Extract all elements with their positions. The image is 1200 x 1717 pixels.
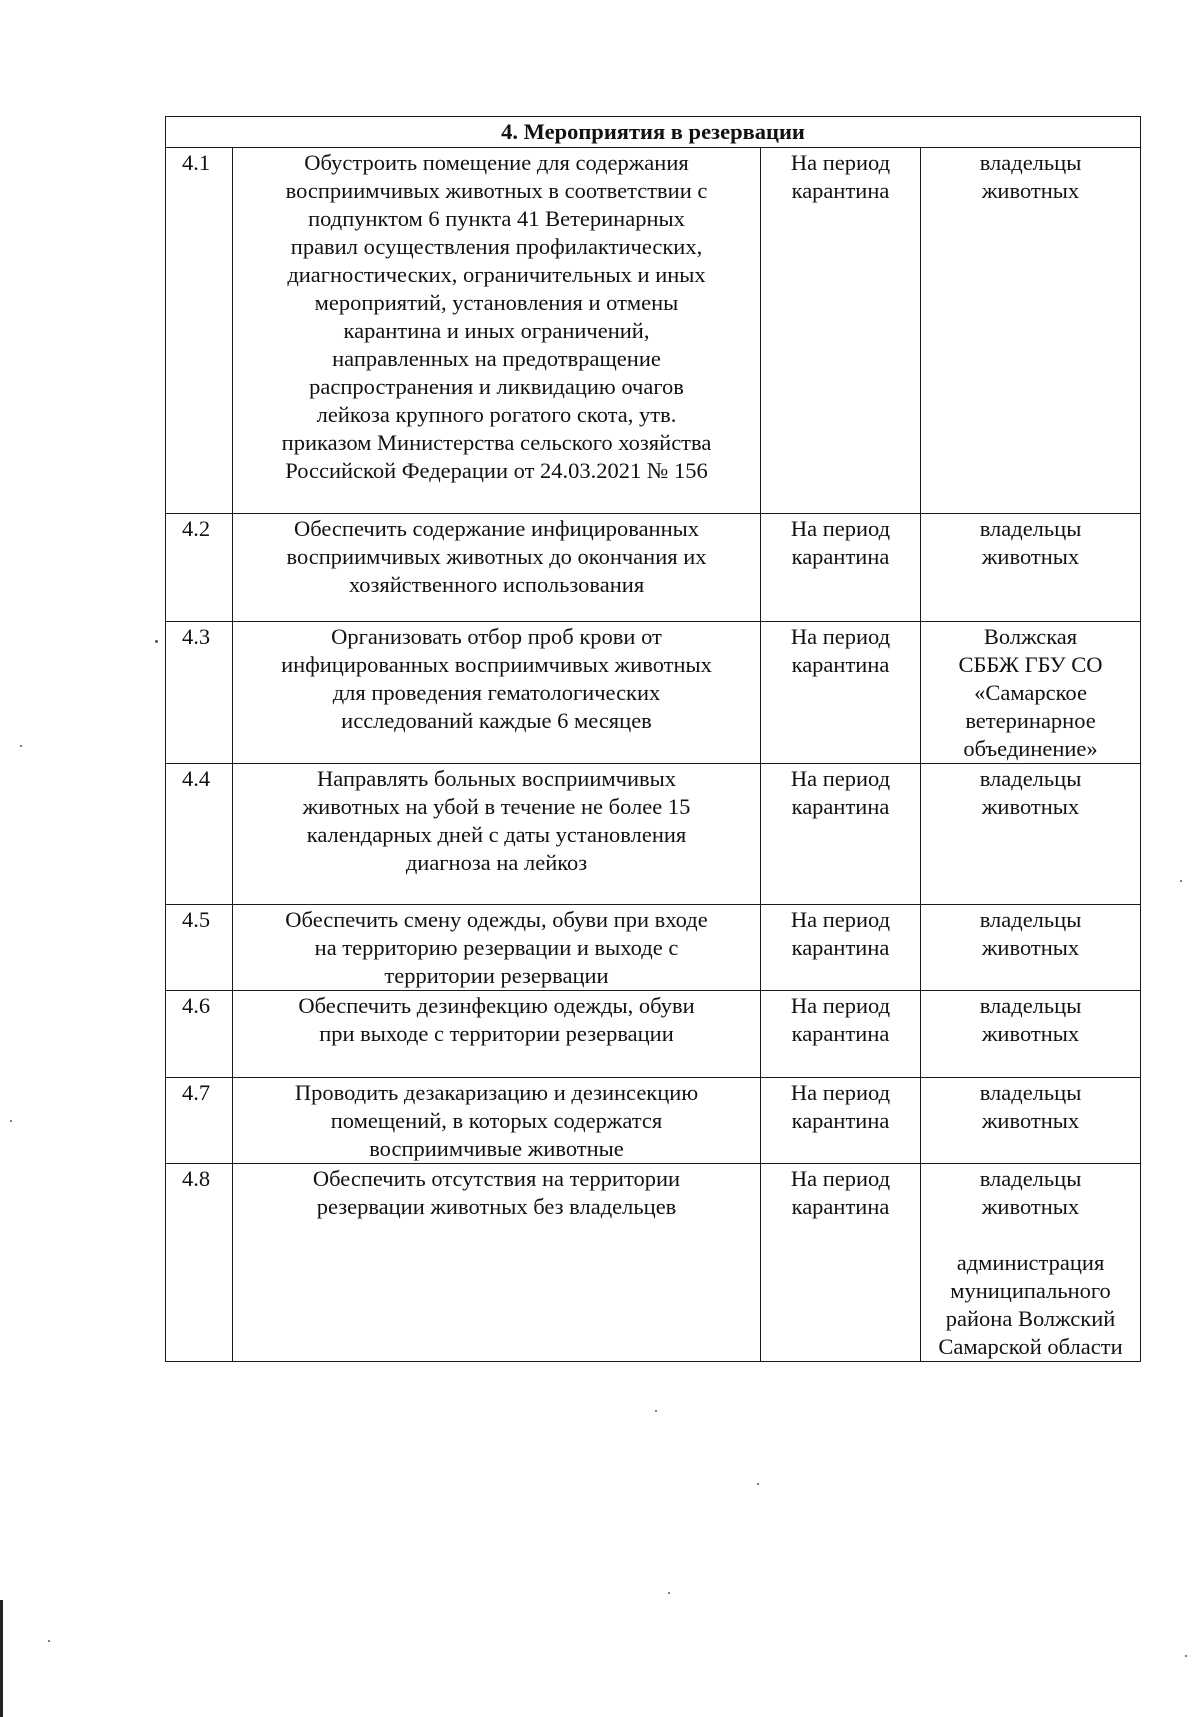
- spacer: [927, 1221, 1134, 1249]
- table-row: [166, 1164, 1141, 1362]
- row-number: 4.1: [166, 148, 233, 514]
- row-action: Проводить дезакаризацию и дезинсекцию помещений, в которых содержатся восприимчивые животные: [233, 1078, 761, 1164]
- row-number: 4.2: [166, 514, 233, 622]
- scan-speck: [20, 745, 22, 747]
- row-responsible: [921, 1078, 1141, 1164]
- responsible-party: владельцы животных: [979, 993, 1082, 1046]
- row-period: На период карантина: [761, 991, 921, 1078]
- row-number: 4.4: [166, 764, 233, 905]
- table-row: [166, 148, 1141, 514]
- scan-edge-mark: [0, 1600, 3, 1717]
- section-header-row: [166, 117, 1141, 148]
- row-period: На период карантина: [761, 514, 921, 622]
- scan-speck: [757, 1483, 759, 1485]
- responsible-party: владельцы животных: [979, 1166, 1082, 1219]
- row-number: 4.7: [166, 1078, 233, 1164]
- scan-speck: [48, 1640, 50, 1642]
- row-number: 4.3: [166, 622, 233, 764]
- table-row: [166, 991, 1141, 1078]
- table-row: [166, 764, 1141, 905]
- row-number: 4.5: [166, 905, 233, 991]
- row-responsible: [921, 622, 1141, 764]
- responsible-party: администрация муниципального района Волжский Самарской области: [938, 1250, 1123, 1359]
- row-responsible: [921, 991, 1141, 1078]
- table-row: [166, 514, 1141, 622]
- scan-speck: [155, 640, 158, 643]
- scan-speck: [1180, 880, 1182, 882]
- row-number: 4.6: [166, 991, 233, 1078]
- row-period: На период карантина: [761, 148, 921, 514]
- row-responsible: [921, 514, 1141, 622]
- row-number: 4.8: [166, 1164, 233, 1362]
- row-period: На период карантина: [761, 764, 921, 905]
- scan-speck: [668, 1592, 670, 1594]
- row-period: На период карантина: [761, 1078, 921, 1164]
- row-responsible: [921, 148, 1141, 514]
- responsible-party: владельцы животных: [979, 766, 1082, 819]
- row-action: Направлять больных восприимчивых животных на убой в течение не более 15 календарных дней с даты установления диагноза на лейкоз: [233, 764, 761, 905]
- row-period: На период карантина: [761, 622, 921, 764]
- row-responsible: [921, 905, 1141, 991]
- table-row: [166, 1078, 1141, 1164]
- measures-table: [165, 116, 1141, 1362]
- scan-speck: [655, 1410, 657, 1412]
- responsible-party: Волжская СББЖ ГБУ СО «Самарское ветеринарное объединение»: [958, 624, 1103, 761]
- responsible-party: владельцы животных: [979, 150, 1082, 203]
- scan-speck: [1185, 1655, 1187, 1657]
- responsible-party: владельцы животных: [979, 516, 1082, 569]
- responsible-party: владельцы животных: [979, 907, 1082, 960]
- table-row: [166, 905, 1141, 991]
- row-action: Обеспечить отсутствия на территории резервации животных без владельцев: [233, 1164, 761, 1362]
- row-responsible: [921, 1164, 1141, 1362]
- section-title: 4. Мероприятия в резервации: [166, 117, 1141, 148]
- responsible-party: владельцы животных: [979, 1080, 1082, 1133]
- table-row: [166, 622, 1141, 764]
- row-action: Обеспечить содержание инфицированных восприимчивых животных до окончания их хозяйственного использования: [233, 514, 761, 622]
- scan-speck: [10, 1120, 12, 1122]
- row-period: На период карантина: [761, 905, 921, 991]
- row-action: Обеспечить смену одежды, обуви при входе на территорию резервации и выходе с территории резервации: [233, 905, 761, 991]
- row-responsible: [921, 764, 1141, 905]
- row-action: Обеспечить дезинфекцию одежды, обуви при выходе с территории резервации: [233, 991, 761, 1078]
- row-period: На период карантина: [761, 1164, 921, 1362]
- row-action: Организовать отбор проб крови от инфицированных восприимчивых животных для проведения гематологических исследований каждые 6 месяцев: [233, 622, 761, 764]
- row-action: Обустроить помещение для содержания восприимчивых животных в соответствии с подпунктом 6 пункта 41 Ветеринарных правил осуществления профилактических, диагностических, ограничительных и иных мероприятий, установления и отмены карантина и иных ограничений, направленных на предотвращение распространения и ликвидацию очагов лейкоза крупного рогатого скота, утв. приказом Министерства сельского хозяйства Российской Федерации от 24.03.2021 № 156: [233, 148, 761, 514]
